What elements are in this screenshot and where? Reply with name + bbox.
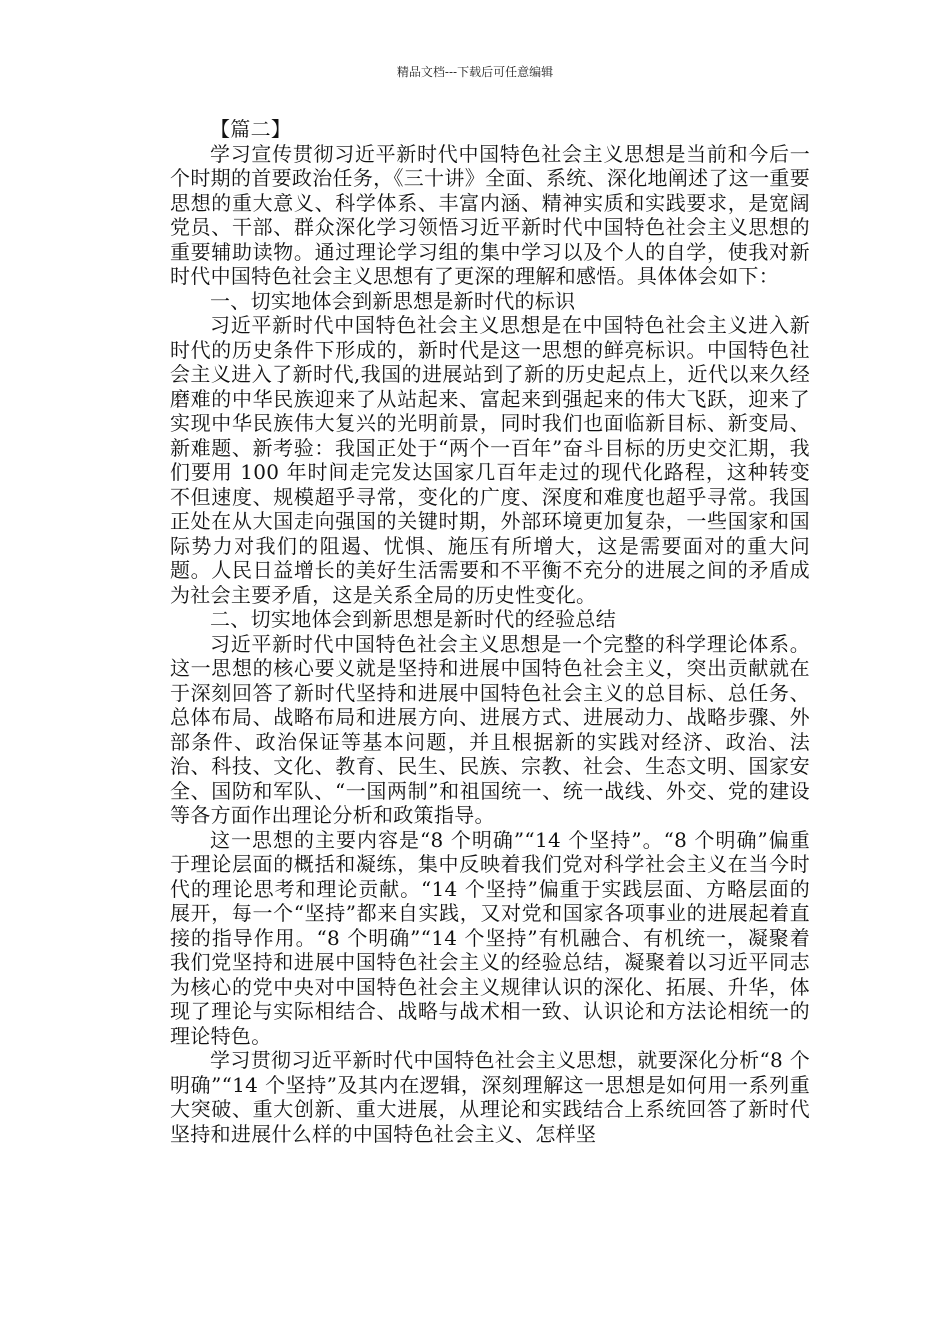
- page-header: 精品文档---下载后可任意编辑: [396, 65, 554, 79]
- document-body: [170, 117, 810, 1146]
- paragraph-section-2-c: 学习贯彻习近平新时代中国特色社会主义思想，就要深化分析“8 个明确”“14 个坚持”及其内在逻辑，深刻理解这一思想是如何用一系列重大突破、重大创新、重大进展，从理论和实践结合上系统回答了新时代坚持和进展什么样的中国特色社会主义、怎样坚: [170, 1048, 810, 1146]
- paragraph-section-2-b: 这一思想的主要内容是“8 个明确”“14 个坚持”。“8 个明确”偏重于理论层面的概括和凝练，集中反映着我们党对科学社会主义在当今时代的理论思考和理论贡献。“14 个坚持”偏重于实践层面、方略层面的展开，每一个“坚持”都来自实践，又对党和国家各项事业的进展起着直接的指导作用。“8 个明确”“14 个坚持”有机融合、有机统一，凝聚着我们党坚持和进展中国特色社会主义的经验总结，凝聚着以习近平同志为核心的党中央对中国特色社会主义规律认识的深化、拓展、升华，体现了理论与实际相结合、战略与战术相一致、认识论和方法论相统一的理论特色。: [170, 827, 810, 1048]
- heading-section-2: 二、切实地体会到新思想是新时代的经验总结: [210, 607, 616, 631]
- paragraph-intro: 学习宣传贯彻习近平新时代中国特色社会主义思想是当前和今后一个时期的首要政治任务，《三十讲》全面、系统、深化地阐述了这一重要思想的重大意义、科学体系、丰富内涵、精神实质和实践要求，是宽阔党员、干部、群众深化学习领悟习近平新时代中国特色社会主义思想的重要辅助读物。通过理论学习组的集中学习以及个人的自学，使我对新时代中国特色社会主义思想有了更深的理解和感悟。具体体会如下：: [170, 141, 810, 288]
- heading-section-1: 一、切实地体会到新思想是新时代的标识: [210, 288, 576, 313]
- paragraph-section-1: 习近平新时代中国特色社会主义思想是在中国特色社会主义进入新时代的历史条件下形成的，新时代是这一思想的鲜亮标识。中国特色社会主义进入了新时代,我国的进展站到了新的历史起点上，近代以来久经磨难的中华民族迎来了从站起来、富起来到强起来的伟大飞跃，迎来了实现中华民族伟大复兴的光明前景，同时我们也面临新目标、新变局、新难题、新考验：我国正处于“两个一百年”奋斗目标的历史交汇期，我们要用 100 年时间走完发达国家几百年走过的现代化路程，这种转变不但速度、规模超乎寻常，变化的广度、深度和难度也超乎寻常。我国正处在从大国走向强国的关键时期，外部环境更加复杂，一些国家和国际势力对我们的阻遏、忧惧、施压有所增大，这是需要面对的重大问题。人民日益增长的美好生活需要和不平衡不充分的进展之间的矛盾成为社会主要矛盾，这是关系全局的历史性变化。: [170, 313, 810, 607]
- section-label: 【篇二】: [210, 117, 292, 141]
- paragraph-section-2-a: 习近平新时代中国特色社会主义思想是一个完整的科学理论体系。这一思想的核心要义就是坚持和进展中国特色社会主义，突出贡献就在于深刻回答了新时代坚持和进展中国特色社会主义的总目标、总任务、总体布局、战略布局和进展方向、进展方式、进展动力、战略步骤、外部条件、政治保证等基本问题，并且根据新的实践对经济、政治、法治、科技、文化、教育、民生、民族、宗教、社会、生态文明、国家安全、国防和军队、“一国两制”和祖国统一、统一战线、外交、党的建设等各方面作出理论分析和政策指导。: [170, 631, 810, 827]
